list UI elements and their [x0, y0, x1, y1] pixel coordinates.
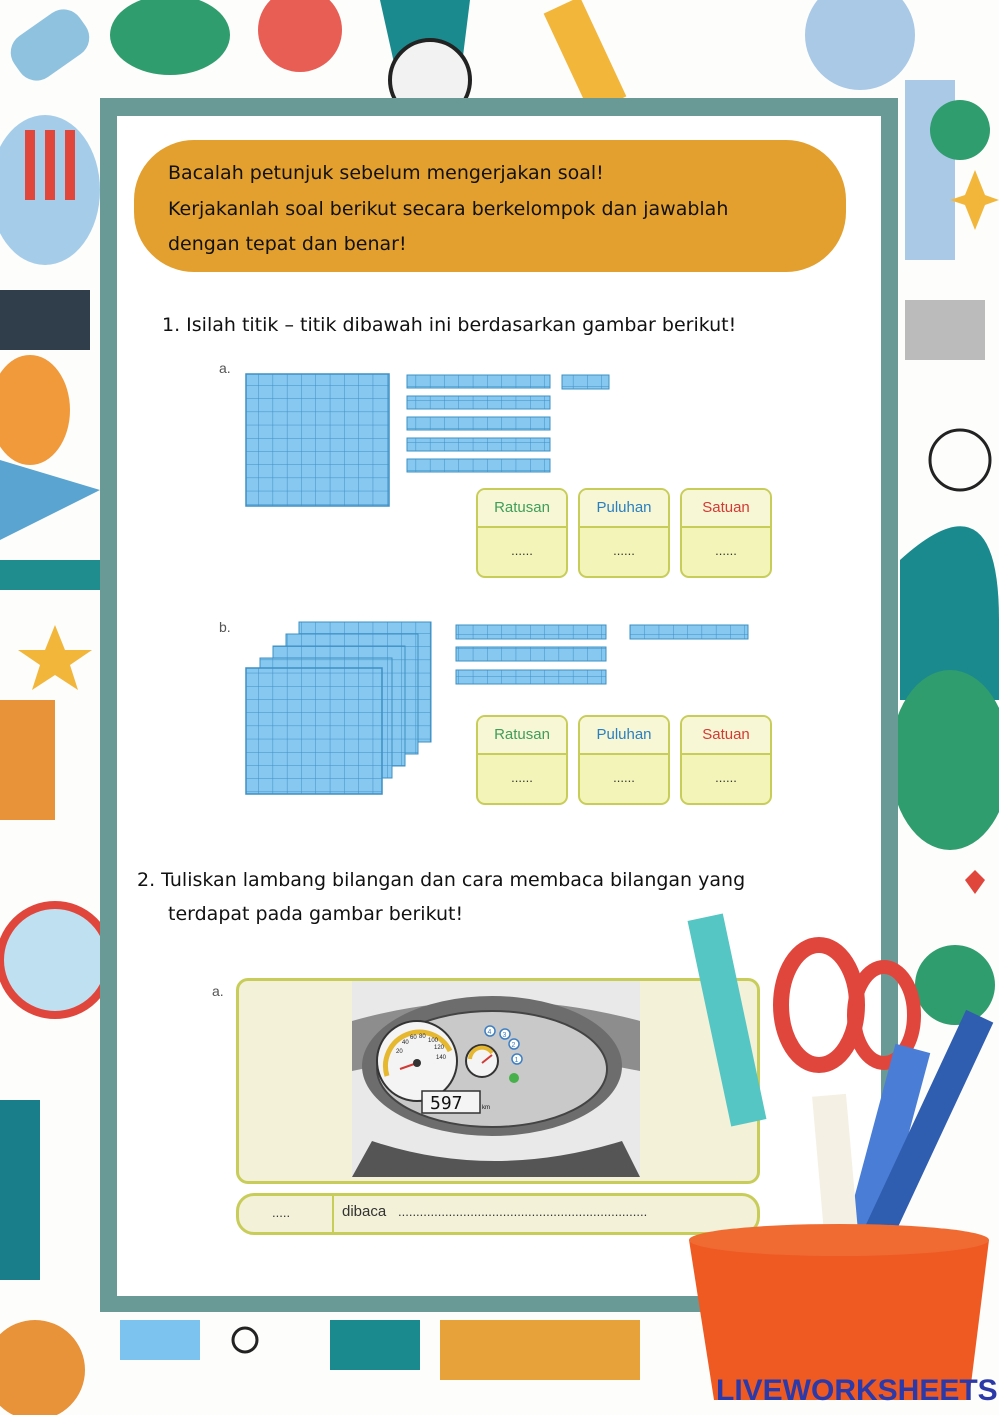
gauge-tick: 140 [436, 1055, 447, 1061]
q1a-satuan-answer[interactable]: ...... [715, 543, 737, 558]
q1a-puluhan-title: Puluhan [580, 490, 668, 528]
q1a-ratusan-answer[interactable]: ...... [511, 543, 533, 558]
q1b-puluhan-answer[interactable]: ...... [613, 770, 635, 785]
unit-cubes [630, 625, 748, 639]
q1a-puluhan-answer[interactable]: ...... [613, 543, 635, 558]
pencil-cup-illustration [669, 895, 999, 1415]
q1a-puluhan-box[interactable] [578, 488, 670, 578]
unit-cubes [562, 375, 609, 389]
q1b-puluhan-title: Puluhan [580, 717, 668, 755]
q2-part-a-label: a. [212, 983, 224, 999]
gauge-tick: 80 [419, 1034, 426, 1040]
q2a-read-prefix: dibaca [342, 1203, 387, 1220]
gauge-tick: 120 [434, 1045, 445, 1051]
q1b-satuan-title: Satuan [682, 717, 770, 755]
gauge-tick: 20 [396, 1049, 403, 1055]
ten-rods [456, 625, 606, 684]
q1-part-b-label: b. [219, 619, 231, 635]
hundred-flat-blocks-stack [246, 622, 431, 794]
odometer-reading: 597 [430, 1093, 463, 1114]
q1b-ratusan-answer[interactable]: ...... [511, 770, 533, 785]
gear-number: 2 [511, 1042, 516, 1049]
q2a-speedometer-image [352, 981, 640, 1177]
q1a-ratusan-box[interactable] [476, 488, 568, 578]
q1b-ratusan-title: Ratusan [478, 717, 566, 755]
q1b-satuan-box[interactable] [680, 715, 772, 805]
q1a-satuan-box[interactable] [680, 488, 772, 578]
gauge-tick: 40 [402, 1040, 409, 1046]
question-2-line-1: 2. Tuliskan lambang bilangan dan cara membaca bilangan yang [137, 869, 746, 891]
question-1-text: 1. Isilah titik – titik dibawah ini berdasarkan gambar berikut! [162, 314, 737, 336]
gauge-tick: 60 [410, 1035, 417, 1041]
instructions-line-3: dengan tepat dan benar! [168, 233, 407, 255]
instructions-line-2: Kerjakanlah soal berikut secara berkelompok dan jawablah [168, 198, 729, 220]
answer-divider [332, 1196, 334, 1232]
q1b-puluhan-box[interactable] [578, 715, 670, 805]
gear-number: 1 [514, 1057, 519, 1064]
hundred-flat-block [246, 374, 389, 506]
instructions-line-1: Bacalah petunjuk sebelum mengerjakan soal! [168, 162, 604, 184]
gear-number: 3 [502, 1032, 507, 1039]
q1-part-a-label: a. [219, 360, 231, 376]
q1a-ratusan-title: Ratusan [478, 490, 566, 528]
liveworksheets-logo: LIVEWORKSHEETS [716, 1374, 998, 1407]
q2a-number-answer[interactable]: ..... [272, 1205, 291, 1220]
question-2-line-2: terdapat pada gambar berikut! [168, 903, 464, 925]
odometer-unit: km [482, 1105, 490, 1111]
q1b-ratusan-box[interactable] [476, 715, 568, 805]
gauge-tick: 100 [428, 1038, 439, 1044]
q1a-satuan-title: Satuan [682, 490, 770, 528]
q2a-read-answer[interactable]: ..................................................................... [398, 1204, 648, 1219]
gear-number: 4 [487, 1029, 492, 1036]
ten-rods [407, 375, 550, 472]
q1b-satuan-answer[interactable]: ...... [715, 770, 737, 785]
